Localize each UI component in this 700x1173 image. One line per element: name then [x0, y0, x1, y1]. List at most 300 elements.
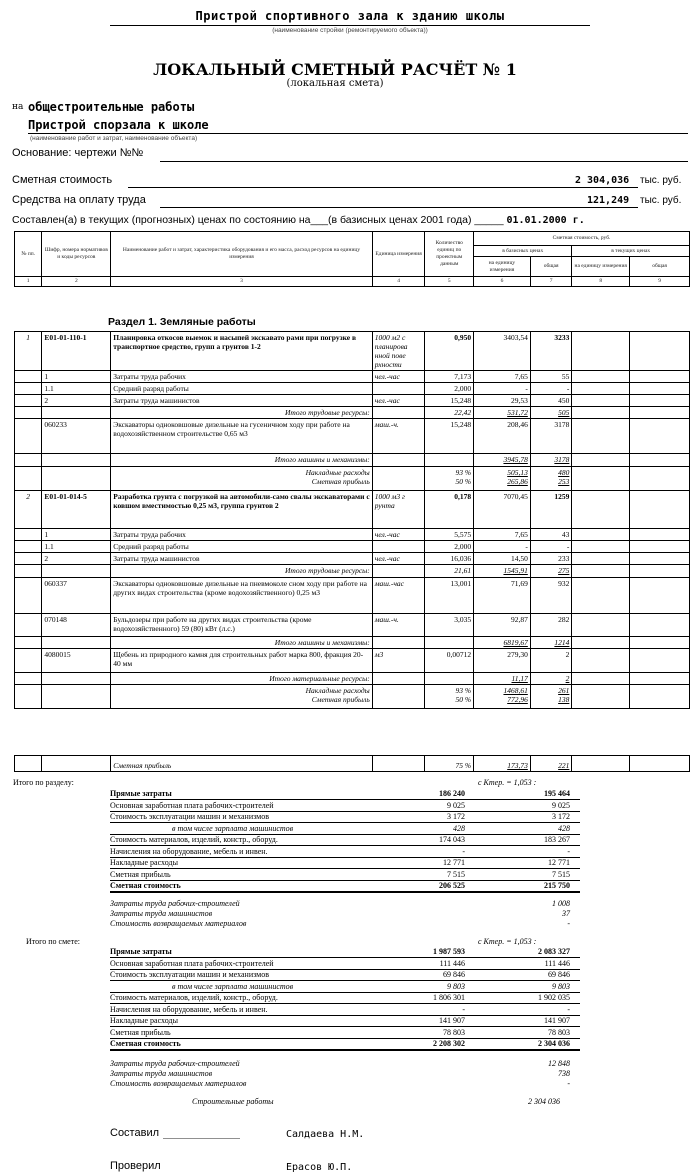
totals-row-current: 1 902 035 — [538, 993, 570, 1002]
totals-row — [110, 788, 580, 800]
row-current-total — [630, 454, 690, 467]
row-current-per-unit — [572, 673, 630, 685]
row-code: 2 — [42, 395, 111, 407]
row-current-per-unit — [572, 419, 630, 454]
row-unit: маш.-ч. — [372, 614, 425, 637]
table-row — [15, 395, 690, 407]
table-row — [15, 383, 690, 395]
totals-row — [110, 880, 580, 893]
table-row — [15, 553, 690, 565]
row-unit — [372, 685, 425, 709]
estimate-totals-coef: с Ктер. = 1,053 : — [478, 937, 537, 946]
row-code: 060337 — [42, 578, 111, 614]
row-current-total — [630, 553, 690, 565]
row-number — [15, 614, 42, 637]
row-name: Итого материальные ресурсы: — [111, 673, 372, 685]
row-qty: 15,248 — [425, 395, 474, 407]
row-code — [42, 407, 111, 419]
totals-row — [110, 946, 580, 958]
totals-row-base: 1 987 593 — [433, 947, 465, 956]
table-row — [15, 649, 690, 673]
section-totals-label: Итого по разделу: — [13, 778, 74, 787]
row-unit: чел.-час — [372, 553, 425, 565]
row-price-per-unit: 92,87 — [474, 614, 531, 637]
totals-row-label: в том числе зарплата машинистов — [172, 981, 294, 991]
totals-row-base: 12 771 — [443, 858, 465, 867]
row-code: 1.1 — [42, 541, 111, 553]
totals-row-current: - — [567, 1004, 570, 1014]
col-per-unit: на единицу измерения — [474, 257, 531, 277]
table-row — [15, 332, 690, 371]
row-code: 2 — [42, 553, 111, 565]
totals-extra-value: - — [567, 919, 570, 928]
row-current-per-unit — [572, 467, 630, 491]
totals-extra-row — [110, 919, 580, 929]
col-number: 1 — [15, 277, 42, 287]
table-row — [15, 407, 690, 419]
labor-label: Средства на оплату труда — [12, 194, 146, 206]
totals-row — [110, 811, 580, 823]
totals-row-current: 12 771 — [548, 858, 570, 867]
row-current-total — [630, 649, 690, 673]
totals-row-current: 428 — [558, 823, 570, 833]
row-qty — [425, 637, 474, 649]
prices-prefix: Составлен(а) в текущих (прогнозных) ценах по состоянию на___(в базисных ценах 2001 года) _____ — [12, 214, 504, 226]
row-total: 450 — [530, 395, 572, 407]
totals-extra-label: Стоимость возвращаемых материалов — [110, 919, 247, 928]
checked-name: Ерасов Ю.П. — [286, 1162, 353, 1173]
row-qty: 3,035 — [425, 614, 474, 637]
row-total: 1214 — [530, 637, 572, 649]
col-number: 4 — [372, 277, 425, 287]
row-total: 275 — [530, 565, 572, 578]
col-number: 7 — [530, 277, 572, 287]
row-qty: 7,173 — [425, 371, 474, 383]
row-number — [15, 407, 42, 419]
work-type: общестроительные работы — [28, 100, 195, 114]
row-price-per-unit: 505,13 265,86 — [474, 467, 531, 491]
row-qty: 16,036 — [425, 553, 474, 565]
totals-row-base: - — [462, 1004, 465, 1014]
row-qty: 0,00712 — [425, 649, 474, 673]
totals-row-base: 9 803 — [447, 981, 465, 991]
row-price-per-unit: 3403,54 — [474, 332, 531, 371]
totals-row-label: Начисления на оборудование, мебель и инвен. — [110, 846, 268, 856]
totals-row-base: 111 446 — [439, 958, 465, 968]
col-cost: Сметная стоимость, руб. — [474, 232, 690, 246]
row-price-per-unit: 279,30 — [474, 649, 531, 673]
row-current-total — [630, 407, 690, 419]
row-unit — [372, 454, 425, 467]
totals-row-base: 206 525 — [439, 881, 465, 890]
row-code: Е01-01-014-5 — [42, 491, 111, 529]
row-qty: 5,575 — [425, 529, 474, 541]
cut-row-table — [14, 755, 690, 772]
table-row — [15, 578, 690, 614]
row-current-total — [630, 395, 690, 407]
col-total-current: общая — [630, 257, 690, 277]
totals-extra-value: 37 — [562, 909, 570, 918]
row-number — [15, 673, 42, 685]
totals-row-label: Сметная стоимость — [110, 881, 181, 890]
row-number — [15, 395, 42, 407]
row-code — [42, 467, 111, 491]
row-total: - — [530, 541, 572, 553]
totals-row-label: Стоимость материалов, изделий, констр., оборуд. — [110, 993, 278, 1002]
totals-row-label: Накладные расходы — [110, 858, 178, 867]
row-unit — [372, 673, 425, 685]
totals-row-base: 9 025 — [447, 800, 465, 810]
row-code: 4080015 — [42, 649, 111, 673]
row-price-per-unit: 531,72 — [474, 407, 531, 419]
row-code: 1.1 — [42, 383, 111, 395]
row-qty: 2,000 — [425, 383, 474, 395]
document-subtitle: (локальная смета) — [286, 78, 384, 89]
row-price-per-unit: 1545,91 — [474, 565, 531, 578]
object-caption: (наименование работ и затрат, наименование объекта) — [30, 135, 198, 142]
row-qty: 13,001 — [425, 578, 474, 614]
row-name: Затраты труда рабочих — [111, 529, 372, 541]
row-number — [15, 467, 42, 491]
totals-row-base: 186 240 — [439, 789, 465, 798]
row-unit: чел.-час — [372, 371, 425, 383]
table-row — [15, 541, 690, 553]
row-name: Итого машины и механизмы: — [111, 454, 372, 467]
row-unit — [372, 637, 425, 649]
compiled-label: Составил — [110, 1127, 160, 1139]
row-number — [15, 371, 42, 383]
row-unit: м3 — [372, 649, 425, 673]
row-qty: 2,000 — [425, 541, 474, 553]
totals-row-label: Стоимость эксплуатации машин и механизмов — [110, 812, 269, 821]
row-name: Экскаваторы одноковшовые дизельные на пневмоколе сном ходу при работе на других видах строительства (кроме водохозяйственного) 0,25 м3 — [111, 578, 372, 614]
row-total: 55 — [530, 371, 572, 383]
row-number — [15, 419, 42, 454]
row-unit: чел.-час — [372, 395, 425, 407]
totals-row — [110, 992, 580, 1004]
row-total: 3178 — [530, 419, 572, 454]
totals-row — [110, 869, 580, 881]
row-current-per-unit — [572, 407, 630, 419]
cut-row-name: Сметная прибыль — [111, 756, 372, 772]
row-price-per-unit: 11,17 — [474, 673, 531, 685]
row-qty: 0,178 — [425, 491, 474, 529]
row-code: 1 — [42, 529, 111, 541]
row-number — [15, 578, 42, 614]
row-unit: 1000 м3 г рунта — [372, 491, 425, 529]
col-per-unit-current: на единицу измерения — [572, 257, 630, 277]
row-current-per-unit — [572, 565, 630, 578]
totals-row — [110, 823, 580, 835]
row-unit — [372, 467, 425, 491]
row-current-total — [630, 685, 690, 709]
row-current-per-unit — [572, 491, 630, 529]
row-total: 261 138 — [530, 685, 572, 709]
totals-row-label: Сметная прибыль — [110, 1027, 171, 1037]
row-total: 505 — [530, 407, 572, 419]
totals-row-base: 3 172 — [447, 812, 465, 821]
totals-row-current: 78 803 — [548, 1027, 570, 1037]
row-price-per-unit: - — [474, 383, 531, 395]
row-unit: чел.-час — [372, 529, 425, 541]
row-name: Итого трудовые ресурсы: — [111, 407, 372, 419]
totals-row-label: Стоимость эксплуатации машин и механизмов — [110, 970, 269, 979]
basis: Основание: чертежи №№ — [12, 147, 144, 159]
totals-extra-label: Затраты труда рабочих-строителей — [110, 1059, 240, 1068]
col-number: 8 — [572, 277, 630, 287]
row-name: Затраты труда машинистов — [111, 395, 372, 407]
col-base: в базисных ценах — [474, 246, 572, 257]
table-row — [15, 685, 690, 709]
totals-row-label: Основная заработная плата рабочих-строителей — [110, 800, 274, 810]
row-current-total — [630, 614, 690, 637]
table-row — [15, 419, 690, 454]
totals-row — [110, 800, 580, 812]
totals-row — [110, 981, 580, 993]
totals-extra-value: 12 848 — [548, 1059, 570, 1068]
row-current-total — [630, 637, 690, 649]
totals-row — [110, 1015, 580, 1027]
totals-row — [110, 846, 580, 858]
table-row — [15, 491, 690, 529]
totals-row-label: Сметная прибыль — [110, 869, 171, 879]
row-total: 2 — [530, 649, 572, 673]
row-number: 2 — [15, 491, 42, 529]
row-name: Разработка грунта с погрузкой на автомобили-само свалы экскаваторами с ковшом вместимостью 0,25 м3, группа грунтов 2 — [111, 491, 372, 529]
section-title: Раздел 1. Земляные работы — [108, 316, 256, 328]
totals-extra-label: Стоимость возвращаемых материалов — [110, 1079, 247, 1088]
col-current: в текущих ценах — [572, 246, 690, 257]
row-total: 43 — [530, 529, 572, 541]
totals-row-base: 78 803 — [443, 1027, 465, 1037]
totals-row-current: 3 172 — [552, 812, 570, 821]
row-current-total — [630, 578, 690, 614]
row-number — [15, 541, 42, 553]
row-price-per-unit: - — [474, 541, 531, 553]
construction-label: Строительные работы — [192, 1097, 274, 1106]
section-totals-coef: с Ктер. = 1,053 : — [478, 778, 537, 787]
row-number — [15, 383, 42, 395]
row-code — [42, 454, 111, 467]
row-total: 932 — [530, 578, 572, 614]
totals-row-base: - — [462, 846, 465, 856]
col-number: 2 — [42, 277, 111, 287]
row-total: 233 — [530, 553, 572, 565]
row-name: Итого трудовые ресурсы: — [111, 565, 372, 578]
checked-label: Проверил — [110, 1160, 161, 1172]
estimate-totals-label: Итого по смете: — [26, 937, 80, 946]
row-unit — [372, 541, 425, 553]
cost-label: Сметная стоимость — [12, 174, 113, 186]
totals-extra-value: 1 008 — [552, 899, 570, 908]
compiled-line: ______________ — [163, 1126, 240, 1139]
row-current-per-unit — [572, 454, 630, 467]
totals-extra-label: Затраты труда машинистов — [110, 909, 213, 918]
totals-row-current: 7 515 — [552, 869, 570, 879]
totals-row-base: 2 208 302 — [433, 1039, 465, 1048]
totals-row — [110, 1038, 580, 1051]
row-code: 070148 — [42, 614, 111, 637]
totals-row-label: Прямые затраты — [110, 789, 172, 798]
col-code: Шифр, номера нормативов и коды ресурсов — [42, 232, 111, 277]
totals-row-current: 141 907 — [544, 1016, 570, 1025]
row-current-per-unit — [572, 578, 630, 614]
table-row — [15, 371, 690, 383]
row-name: Средний разряд работы — [111, 383, 372, 395]
totals-row-current: 215 750 — [544, 881, 570, 890]
totals-extra-row — [110, 909, 580, 919]
table-row — [15, 637, 690, 649]
totals-extra-label: Затраты труда машинистов — [110, 1069, 213, 1078]
row-name: Затраты труда машинистов — [111, 553, 372, 565]
totals-row-label: Прямые затраты — [110, 947, 172, 956]
row-current-per-unit — [572, 529, 630, 541]
table-row — [15, 673, 690, 685]
row-qty: 93 % 50 % — [425, 685, 474, 709]
row-number — [15, 565, 42, 578]
table-row — [15, 614, 690, 637]
row-name: Экскаваторы одноковшовые дизельные на гусеничном ходу при работе на водохозяйственном строительстве 0,65 м3 — [111, 419, 372, 454]
totals-extra-row — [110, 1059, 580, 1069]
totals-row — [110, 969, 580, 981]
col-number: 6 — [474, 277, 531, 287]
row-code — [42, 637, 111, 649]
project-title: Пристрой спортивного зала к зданию школы — [195, 9, 505, 23]
totals-row-current: 111 446 — [544, 958, 570, 968]
row-current-per-unit — [572, 649, 630, 673]
row-name: Бульдозеры при работе на других видах строительства (кроме водохозяйственного) 59 (80) кВт (л.с.) — [111, 614, 372, 637]
totals-extra-row — [110, 1079, 580, 1089]
totals-row — [110, 1004, 580, 1016]
row-number: 1 — [15, 332, 42, 371]
col-no: № пп. — [15, 232, 42, 277]
col-number: 9 — [630, 277, 690, 287]
row-code: Е01-01-110-1 — [42, 332, 111, 371]
row-price-per-unit: 14,50 — [474, 553, 531, 565]
row-number — [15, 685, 42, 709]
table-row — [15, 529, 690, 541]
row-current-total — [630, 383, 690, 395]
cost-unit: тыс. руб. — [640, 175, 682, 186]
object-name: Пристрой спорзала к школе — [28, 118, 209, 132]
row-unit: маш.-час — [372, 578, 425, 614]
row-price-per-unit: 7,65 — [474, 371, 531, 383]
totals-row-label: Начисления на оборудование, мебель и инвен. — [110, 1004, 268, 1014]
totals-row-current: 9 025 — [552, 800, 570, 810]
totals-extra-label: Затраты труда рабочих-строителей — [110, 899, 240, 908]
table-row — [15, 565, 690, 578]
totals-row-base: 174 043 — [439, 835, 465, 844]
row-qty: 22,42 — [425, 407, 474, 419]
prices-date: 01.01.2000 г. — [506, 215, 585, 226]
cut-row-qty: 75 % — [425, 756, 474, 772]
row-qty — [425, 454, 474, 467]
row-current-per-unit — [572, 371, 630, 383]
totals-row-base: 7 515 — [447, 869, 465, 879]
row-qty: 0,950 — [425, 332, 474, 371]
row-current-per-unit — [572, 637, 630, 649]
row-current-total — [630, 332, 690, 371]
row-code: 060233 — [42, 419, 111, 454]
row-price-per-unit: 7,65 — [474, 529, 531, 541]
totals-row-label: Стоимость материалов, изделий, констр., оборуд. — [110, 835, 278, 844]
row-name: Щебень из природного камня для строительных работ марка 800, фракция 20-40 мм — [111, 649, 372, 673]
col-number: 3 — [111, 277, 372, 287]
row-current-total — [630, 541, 690, 553]
totals-row-current: 69 846 — [548, 970, 570, 979]
row-current-total — [630, 419, 690, 454]
row-unit: 1000 м2 с планирова нной пове рхности — [372, 332, 425, 371]
row-price-per-unit: 3945,78 — [474, 454, 531, 467]
totals-row-current: 195 464 — [544, 789, 570, 798]
totals-row-current: - — [567, 846, 570, 856]
totals-extra-value: 738 — [558, 1069, 570, 1078]
cut-row-total: 221 — [530, 756, 572, 772]
row-qty: 93 % 50 % — [425, 467, 474, 491]
document-title: ЛОКАЛЬНЫЙ СМЕТНЫЙ РАСЧЁТ № 1 — [153, 60, 517, 79]
totals-row — [110, 857, 580, 869]
totals-row — [110, 958, 580, 970]
totals-row-label: Накладные расходы — [110, 1016, 178, 1025]
row-qty: 15,248 — [425, 419, 474, 454]
totals-extra-row — [110, 899, 580, 909]
totals-row-label: Сметная стоимость — [110, 1039, 181, 1048]
row-current-per-unit — [572, 395, 630, 407]
estimate-header-table — [14, 231, 690, 287]
totals-extra-row — [110, 1069, 580, 1079]
totals-row-current: 9 803 — [552, 981, 570, 991]
row-code — [42, 565, 111, 578]
row-current-per-unit — [572, 553, 630, 565]
row-current-per-unit — [572, 332, 630, 371]
row-current-per-unit — [572, 541, 630, 553]
row-current-per-unit — [572, 685, 630, 709]
construction-value: 2 304 036 — [528, 1097, 560, 1106]
totals-row-current: 183 267 — [544, 835, 570, 844]
row-unit — [372, 565, 425, 578]
table-row — [15, 454, 690, 467]
section-totals — [0, 776, 700, 936]
row-name: Затраты труда рабочих — [111, 371, 372, 383]
row-total: - — [530, 383, 572, 395]
row-number — [15, 529, 42, 541]
row-price-per-unit: 7070,45 — [474, 491, 531, 529]
totals-row-current: 2 304 036 — [538, 1039, 570, 1048]
col-unit: Единица измерения — [372, 232, 425, 277]
row-total: 3178 — [530, 454, 572, 467]
row-code — [42, 673, 111, 685]
on-prefix: на — [12, 102, 24, 112]
row-current-total — [630, 529, 690, 541]
row-unit — [372, 383, 425, 395]
row-current-total — [630, 371, 690, 383]
row-price-per-unit: 208,46 — [474, 419, 531, 454]
row-total: 282 — [530, 614, 572, 637]
row-unit — [372, 407, 425, 419]
totals-row-label: в том числе зарплата машинистов — [172, 823, 294, 833]
row-total: 2 — [530, 673, 572, 685]
row-price-per-unit: 71,69 — [474, 578, 531, 614]
col-number: 5 — [425, 277, 474, 287]
estimate-body-table — [14, 331, 690, 709]
totals-row-current: 2 083 327 — [538, 947, 570, 956]
estimate-totals — [0, 936, 700, 1116]
row-price-per-unit: 29,53 — [474, 395, 531, 407]
cut-row-pu: 173,73 — [474, 756, 531, 772]
row-name: Итого машины и механизмы: — [111, 637, 372, 649]
row-number — [15, 553, 42, 565]
totals-row — [110, 1027, 580, 1039]
